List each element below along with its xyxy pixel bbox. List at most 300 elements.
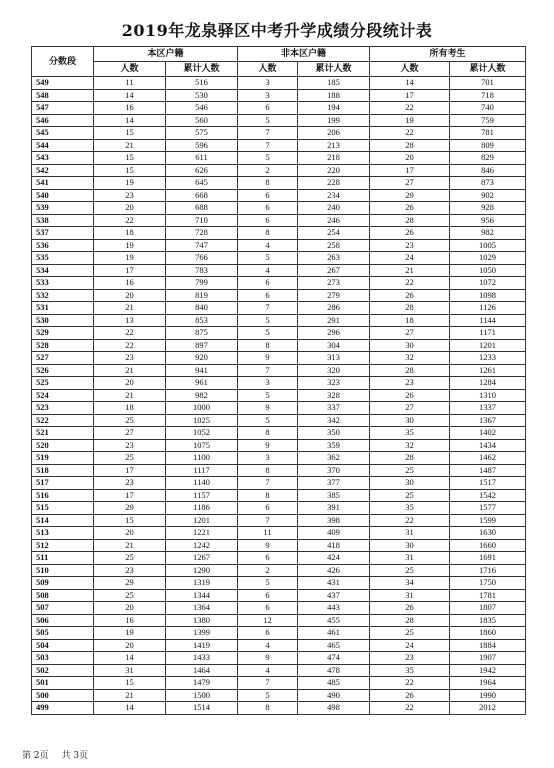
score-cell: 518 bbox=[32, 464, 94, 477]
table-row bbox=[32, 652, 526, 665]
score-cell: 541 bbox=[32, 177, 94, 190]
nonlocal-count-cell: 8 bbox=[238, 177, 298, 190]
score-cell: 543 bbox=[32, 152, 94, 165]
local-cumulative-cell: 1479 bbox=[166, 677, 238, 690]
all-count-cell: 25 bbox=[370, 464, 450, 477]
all-cumulative-cell: 846 bbox=[450, 164, 526, 177]
table-row bbox=[32, 552, 526, 565]
table-row bbox=[32, 477, 526, 490]
all-cumulative-cell: 1005 bbox=[450, 239, 526, 252]
nonlocal-cumulative-cell: 234 bbox=[298, 189, 370, 202]
local-count-cell: 20 bbox=[94, 289, 166, 302]
nonlocal-cumulative-cell: 377 bbox=[298, 477, 370, 490]
nonlocal-count-cell: 2 bbox=[238, 164, 298, 177]
nonlocal-count-cell: 7 bbox=[238, 514, 298, 527]
score-cell: 514 bbox=[32, 514, 94, 527]
table-row bbox=[32, 564, 526, 577]
local-cumulative-cell: 799 bbox=[166, 277, 238, 290]
page-footer bbox=[22, 748, 98, 761]
local-count-cell: 21 bbox=[94, 302, 166, 315]
local-cumulative-cell: 1500 bbox=[166, 689, 238, 702]
local-cumulative-cell: 1267 bbox=[166, 552, 238, 565]
local-cumulative-cell: 1433 bbox=[166, 652, 238, 665]
local-cumulative-cell: 1242 bbox=[166, 539, 238, 552]
nonlocal-count-cell: 4 bbox=[238, 664, 298, 677]
score-cell: 525 bbox=[32, 377, 94, 390]
nonlocal-cumulative-cell: 478 bbox=[298, 664, 370, 677]
score-cell: 548 bbox=[32, 89, 94, 102]
local-cumulative-cell: 668 bbox=[166, 189, 238, 202]
all-cumulative-header: 累计人数 bbox=[450, 62, 526, 77]
score-cell: 506 bbox=[32, 614, 94, 627]
local-count-cell: 22 bbox=[94, 214, 166, 227]
local-cumulative-cell: 1140 bbox=[166, 477, 238, 490]
nonlocal-cumulative-cell: 490 bbox=[298, 689, 370, 702]
nonlocal-cumulative-cell: 320 bbox=[298, 364, 370, 377]
local-count-cell: 25 bbox=[94, 414, 166, 427]
score-cell: 501 bbox=[32, 677, 94, 690]
local-cumulative-cell: 819 bbox=[166, 289, 238, 302]
local-count-cell: 18 bbox=[94, 227, 166, 240]
score-cell: 538 bbox=[32, 214, 94, 227]
score-cell: 522 bbox=[32, 414, 94, 427]
local-cumulative-cell: 1364 bbox=[166, 602, 238, 615]
table-row bbox=[32, 352, 526, 365]
all-cumulative-cell: 718 bbox=[450, 89, 526, 102]
nonlocal-cumulative-cell: 240 bbox=[298, 202, 370, 215]
local-count-cell: 15 bbox=[94, 677, 166, 690]
all-cumulative-cell: 1050 bbox=[450, 264, 526, 277]
local-cumulative-cell: 1290 bbox=[166, 564, 238, 577]
table-row bbox=[32, 139, 526, 152]
all-count-cell: 27 bbox=[370, 402, 450, 415]
local-count-cell: 17 bbox=[94, 264, 166, 277]
local-cumulative-cell: 941 bbox=[166, 364, 238, 377]
all-count-cell: 27 bbox=[370, 177, 450, 190]
local-count-cell: 19 bbox=[94, 177, 166, 190]
local-count-header: 人数 bbox=[94, 62, 166, 77]
score-cell: 511 bbox=[32, 552, 94, 565]
all-cumulative-cell: 956 bbox=[450, 214, 526, 227]
nonlocal-cumulative-cell: 246 bbox=[298, 214, 370, 227]
all-count-cell: 20 bbox=[370, 152, 450, 165]
local-count-cell: 19 bbox=[94, 239, 166, 252]
all-count-cell: 28 bbox=[370, 364, 450, 377]
nonlocal-cumulative-cell: 370 bbox=[298, 464, 370, 477]
score-cell: 544 bbox=[32, 139, 94, 152]
table-row bbox=[32, 627, 526, 640]
nonlocal-cumulative-cell: 418 bbox=[298, 539, 370, 552]
table-row bbox=[32, 164, 526, 177]
nonlocal-cumulative-cell: 188 bbox=[298, 89, 370, 102]
table-row bbox=[32, 427, 526, 440]
local-count-cell: 21 bbox=[94, 389, 166, 402]
nonlocal-count-cell: 7 bbox=[238, 477, 298, 490]
all-cumulative-cell: 1098 bbox=[450, 289, 526, 302]
local-count-cell: 22 bbox=[94, 327, 166, 340]
all-count-cell: 29 bbox=[370, 189, 450, 202]
score-cell: 520 bbox=[32, 439, 94, 452]
all-cumulative-cell: 1517 bbox=[450, 477, 526, 490]
table-row bbox=[32, 77, 526, 90]
all-cumulative-cell: 1781 bbox=[450, 589, 526, 602]
local-cumulative-cell: 1319 bbox=[166, 577, 238, 590]
score-cell: 519 bbox=[32, 452, 94, 465]
nonlocal-count-cell: 6 bbox=[238, 277, 298, 290]
local-count-cell: 21 bbox=[94, 689, 166, 702]
local-cumulative-cell: 1514 bbox=[166, 702, 238, 715]
all-count-cell: 31 bbox=[370, 527, 450, 540]
all-count-cell: 23 bbox=[370, 239, 450, 252]
table-row bbox=[32, 677, 526, 690]
table-row bbox=[32, 339, 526, 352]
all-count-cell: 30 bbox=[370, 414, 450, 427]
all-cumulative-cell: 781 bbox=[450, 127, 526, 140]
page-total: 共 3页 bbox=[61, 751, 89, 761]
score-cell: 503 bbox=[32, 652, 94, 665]
all-cumulative-cell: 1807 bbox=[450, 602, 526, 615]
local-count-cell: 16 bbox=[94, 614, 166, 627]
local-count-cell: 14 bbox=[94, 652, 166, 665]
all-cumulative-cell: 1860 bbox=[450, 627, 526, 640]
local-cumulative-cell: 920 bbox=[166, 352, 238, 365]
all-cumulative-cell: 1835 bbox=[450, 614, 526, 627]
all-count-cell: 30 bbox=[370, 539, 450, 552]
all-cumulative-cell: 1367 bbox=[450, 414, 526, 427]
table-row bbox=[32, 114, 526, 127]
score-cell: 512 bbox=[32, 539, 94, 552]
nonlocal-count-cell: 9 bbox=[238, 352, 298, 365]
table-row bbox=[32, 127, 526, 140]
local-count-cell: 21 bbox=[94, 364, 166, 377]
table-row bbox=[32, 227, 526, 240]
all-cumulative-cell: 809 bbox=[450, 139, 526, 152]
local-cumulative-cell: 1000 bbox=[166, 402, 238, 415]
all-count-cell: 24 bbox=[370, 639, 450, 652]
all-count-cell: 14 bbox=[370, 77, 450, 90]
table-row bbox=[32, 277, 526, 290]
local-cumulative-cell: 1344 bbox=[166, 589, 238, 602]
table-row bbox=[32, 439, 526, 452]
local-residents-header: 本区户籍 bbox=[94, 47, 238, 62]
score-cell: 536 bbox=[32, 239, 94, 252]
score-cell: 505 bbox=[32, 627, 94, 640]
all-count-cell: 31 bbox=[370, 589, 450, 602]
all-cumulative-cell: 1462 bbox=[450, 452, 526, 465]
nonlocal-cumulative-cell: 258 bbox=[298, 239, 370, 252]
local-cumulative-cell: 747 bbox=[166, 239, 238, 252]
all-cumulative-cell: 1337 bbox=[450, 402, 526, 415]
local-count-cell: 23 bbox=[94, 439, 166, 452]
all-cumulative-cell: 1750 bbox=[450, 577, 526, 590]
table-row bbox=[32, 539, 526, 552]
all-cumulative-cell: 1434 bbox=[450, 439, 526, 452]
all-cumulative-cell: 1261 bbox=[450, 364, 526, 377]
score-cell: 533 bbox=[32, 277, 94, 290]
local-cumulative-cell: 1052 bbox=[166, 427, 238, 440]
local-count-cell: 15 bbox=[94, 164, 166, 177]
score-cell: 517 bbox=[32, 477, 94, 490]
nonlocal-count-cell: 8 bbox=[238, 339, 298, 352]
all-count-cell: 35 bbox=[370, 427, 450, 440]
nonlocal-cumulative-cell: 323 bbox=[298, 377, 370, 390]
table-row bbox=[32, 327, 526, 340]
local-count-cell: 22 bbox=[94, 339, 166, 352]
all-cumulative-cell: 982 bbox=[450, 227, 526, 240]
table-row bbox=[32, 414, 526, 427]
nonlocal-count-cell: 11 bbox=[238, 527, 298, 540]
nonlocal-cumulative-cell: 296 bbox=[298, 327, 370, 340]
all-count-cell: 28 bbox=[370, 139, 450, 152]
local-count-cell: 14 bbox=[94, 114, 166, 127]
local-cumulative-cell: 596 bbox=[166, 139, 238, 152]
nonlocal-cumulative-cell: 465 bbox=[298, 639, 370, 652]
all-cumulative-cell: 1072 bbox=[450, 277, 526, 290]
local-cumulative-cell: 766 bbox=[166, 252, 238, 265]
all-cumulative-cell: 1310 bbox=[450, 389, 526, 402]
local-cumulative-cell: 688 bbox=[166, 202, 238, 215]
local-count-cell: 29 bbox=[94, 577, 166, 590]
table-body bbox=[32, 77, 526, 715]
all-cumulative-cell: 873 bbox=[450, 177, 526, 190]
local-count-cell: 17 bbox=[94, 464, 166, 477]
local-count-cell: 20 bbox=[94, 377, 166, 390]
nonlocal-count-cell: 7 bbox=[238, 677, 298, 690]
all-count-cell: 26 bbox=[370, 602, 450, 615]
all-students-header: 所有考生 bbox=[370, 47, 526, 62]
local-cumulative-cell: 1186 bbox=[166, 502, 238, 515]
nonlocal-count-cell: 5 bbox=[238, 152, 298, 165]
local-cumulative-cell: 611 bbox=[166, 152, 238, 165]
all-count-cell: 18 bbox=[370, 314, 450, 327]
local-count-cell: 19 bbox=[94, 252, 166, 265]
nonlocal-count-cell: 6 bbox=[238, 602, 298, 615]
local-cumulative-cell: 710 bbox=[166, 214, 238, 227]
local-cumulative-cell: 1464 bbox=[166, 664, 238, 677]
nonlocal-count-cell: 9 bbox=[238, 539, 298, 552]
all-count-cell: 35 bbox=[370, 502, 450, 515]
nonlocal-cumulative-cell: 304 bbox=[298, 339, 370, 352]
all-cumulative-cell: 829 bbox=[450, 152, 526, 165]
score-cell: 534 bbox=[32, 264, 94, 277]
all-count-cell: 22 bbox=[370, 102, 450, 115]
score-cell: 545 bbox=[32, 127, 94, 140]
score-cell: 516 bbox=[32, 489, 94, 502]
local-cumulative-cell: 645 bbox=[166, 177, 238, 190]
nonlocal-cumulative-cell: 498 bbox=[298, 702, 370, 715]
nonlocal-cumulative-cell: 218 bbox=[298, 152, 370, 165]
all-count-cell: 23 bbox=[370, 377, 450, 390]
nonlocal-cumulative-cell: 437 bbox=[298, 589, 370, 602]
local-count-cell: 25 bbox=[94, 552, 166, 565]
nonlocal-cumulative-cell: 220 bbox=[298, 164, 370, 177]
all-cumulative-cell: 1884 bbox=[450, 639, 526, 652]
local-cumulative-cell: 875 bbox=[166, 327, 238, 340]
nonlocal-count-cell: 3 bbox=[238, 377, 298, 390]
score-cell: 509 bbox=[32, 577, 94, 590]
score-cell: 542 bbox=[32, 164, 94, 177]
nonlocal-count-cell: 7 bbox=[238, 127, 298, 140]
nonlocal-count-cell: 9 bbox=[238, 439, 298, 452]
local-cumulative-cell: 982 bbox=[166, 389, 238, 402]
local-count-cell: 20 bbox=[94, 639, 166, 652]
score-cell: 539 bbox=[32, 202, 94, 215]
local-cumulative-cell: 1025 bbox=[166, 414, 238, 427]
table-row bbox=[32, 664, 526, 677]
all-cumulative-cell: 1233 bbox=[450, 352, 526, 365]
all-cumulative-cell: 1171 bbox=[450, 327, 526, 340]
all-cumulative-cell: 1542 bbox=[450, 489, 526, 502]
all-cumulative-cell: 1126 bbox=[450, 302, 526, 315]
nonlocal-cumulative-cell: 426 bbox=[298, 564, 370, 577]
nonlocal-count-cell: 6 bbox=[238, 189, 298, 202]
local-cumulative-cell: 783 bbox=[166, 264, 238, 277]
score-cell: 499 bbox=[32, 702, 94, 715]
all-count-cell: 23 bbox=[370, 652, 450, 665]
nonlocal-cumulative-cell: 291 bbox=[298, 314, 370, 327]
local-count-cell: 11 bbox=[94, 77, 166, 90]
nonlocal-count-cell: 6 bbox=[238, 627, 298, 640]
score-cell: 540 bbox=[32, 189, 94, 202]
nonlocal-cumulative-cell: 342 bbox=[298, 414, 370, 427]
nonlocal-count-cell: 5 bbox=[238, 252, 298, 265]
all-count-header: 人数 bbox=[370, 62, 450, 77]
all-cumulative-cell: 902 bbox=[450, 189, 526, 202]
nonlocal-cumulative-cell: 431 bbox=[298, 577, 370, 590]
local-cumulative-cell: 1380 bbox=[166, 614, 238, 627]
local-count-cell: 15 bbox=[94, 127, 166, 140]
local-cumulative-cell: 1201 bbox=[166, 514, 238, 527]
all-cumulative-cell: 1964 bbox=[450, 677, 526, 690]
score-cell: 532 bbox=[32, 289, 94, 302]
local-count-cell: 25 bbox=[94, 589, 166, 602]
nonlocal-cumulative-cell: 461 bbox=[298, 627, 370, 640]
score-cell: 549 bbox=[32, 77, 94, 90]
table-row bbox=[32, 689, 526, 702]
nonlocal-count-cell: 7 bbox=[238, 139, 298, 152]
all-cumulative-cell: 1402 bbox=[450, 427, 526, 440]
all-count-cell: 22 bbox=[370, 127, 450, 140]
all-count-cell: 27 bbox=[370, 327, 450, 340]
local-count-cell: 23 bbox=[94, 477, 166, 490]
nonlocal-count-header: 人数 bbox=[238, 62, 298, 77]
all-count-cell: 25 bbox=[370, 627, 450, 640]
score-cell: 537 bbox=[32, 227, 94, 240]
local-count-cell: 21 bbox=[94, 539, 166, 552]
nonlocal-cumulative-cell: 263 bbox=[298, 252, 370, 265]
score-cell: 508 bbox=[32, 589, 94, 602]
score-cell: 531 bbox=[32, 302, 94, 315]
score-cell: 526 bbox=[32, 364, 94, 377]
local-count-cell: 17 bbox=[94, 489, 166, 502]
nonlocal-count-cell: 6 bbox=[238, 214, 298, 227]
all-cumulative-cell: 1716 bbox=[450, 564, 526, 577]
local-count-cell: 23 bbox=[94, 352, 166, 365]
nonlocal-cumulative-cell: 279 bbox=[298, 289, 370, 302]
score-cell: 500 bbox=[32, 689, 94, 702]
local-cumulative-cell: 530 bbox=[166, 89, 238, 102]
local-count-cell: 20 bbox=[94, 202, 166, 215]
nonlocal-count-cell: 4 bbox=[238, 239, 298, 252]
nonlocal-count-cell: 3 bbox=[238, 89, 298, 102]
local-count-cell: 16 bbox=[94, 102, 166, 115]
nonlocal-count-cell: 8 bbox=[238, 464, 298, 477]
score-cell: 523 bbox=[32, 402, 94, 415]
nonlocal-count-cell: 4 bbox=[238, 639, 298, 652]
local-cumulative-cell: 1221 bbox=[166, 527, 238, 540]
score-range-header: 分数段 bbox=[32, 47, 94, 77]
local-cumulative-cell: 516 bbox=[166, 77, 238, 90]
local-cumulative-cell: 1117 bbox=[166, 464, 238, 477]
nonlocal-count-cell: 5 bbox=[238, 414, 298, 427]
nonlocal-count-cell: 6 bbox=[238, 202, 298, 215]
score-cell: 527 bbox=[32, 352, 94, 365]
score-cell: 507 bbox=[32, 602, 94, 615]
nonlocal-cumulative-cell: 194 bbox=[298, 102, 370, 115]
score-cell: 530 bbox=[32, 314, 94, 327]
local-count-cell: 15 bbox=[94, 152, 166, 165]
local-cumulative-header: 累计人数 bbox=[166, 62, 238, 77]
table-row bbox=[32, 252, 526, 265]
nonlocal-count-cell: 5 bbox=[238, 327, 298, 340]
nonlocal-count-cell: 8 bbox=[238, 227, 298, 240]
table-row bbox=[32, 152, 526, 165]
local-count-cell: 15 bbox=[94, 514, 166, 527]
all-count-cell: 25 bbox=[370, 489, 450, 502]
all-count-cell: 31 bbox=[370, 552, 450, 565]
local-count-cell: 20 bbox=[94, 602, 166, 615]
nonlocal-count-cell: 6 bbox=[238, 102, 298, 115]
local-cumulative-cell: 626 bbox=[166, 164, 238, 177]
table-row bbox=[32, 289, 526, 302]
all-cumulative-cell: 2012 bbox=[450, 702, 526, 715]
all-cumulative-cell: 1144 bbox=[450, 314, 526, 327]
nonlocal-cumulative-cell: 286 bbox=[298, 302, 370, 315]
nonlocal-cumulative-cell: 485 bbox=[298, 677, 370, 690]
local-cumulative-cell: 1399 bbox=[166, 627, 238, 640]
table-row bbox=[32, 214, 526, 227]
all-count-cell: 17 bbox=[370, 164, 450, 177]
table-row bbox=[32, 577, 526, 590]
all-count-cell: 28 bbox=[370, 214, 450, 227]
nonlocal-cumulative-cell: 337 bbox=[298, 402, 370, 415]
table-row bbox=[32, 389, 526, 402]
nonlocal-cumulative-cell: 313 bbox=[298, 352, 370, 365]
nonlocal-cumulative-cell: 185 bbox=[298, 77, 370, 90]
nonlocal-count-cell: 6 bbox=[238, 552, 298, 565]
all-count-cell: 25 bbox=[370, 564, 450, 577]
local-count-cell: 25 bbox=[94, 452, 166, 465]
all-count-cell: 19 bbox=[370, 114, 450, 127]
local-count-cell: 27 bbox=[94, 427, 166, 440]
local-count-cell: 23 bbox=[94, 564, 166, 577]
nonlocal-cumulative-cell: 443 bbox=[298, 602, 370, 615]
local-cumulative-cell: 728 bbox=[166, 227, 238, 240]
nonlocal-count-cell: 5 bbox=[238, 689, 298, 702]
score-cell: 546 bbox=[32, 114, 94, 127]
score-cell: 515 bbox=[32, 502, 94, 515]
nonlocal-cumulative-cell: 359 bbox=[298, 439, 370, 452]
all-cumulative-cell: 1577 bbox=[450, 502, 526, 515]
score-cell: 504 bbox=[32, 639, 94, 652]
local-count-cell: 21 bbox=[94, 139, 166, 152]
table-row bbox=[32, 489, 526, 502]
table-row bbox=[32, 177, 526, 190]
nonlocal-count-cell: 6 bbox=[238, 502, 298, 515]
score-cell: 524 bbox=[32, 389, 94, 402]
local-count-cell: 13 bbox=[94, 314, 166, 327]
all-count-cell: 26 bbox=[370, 689, 450, 702]
